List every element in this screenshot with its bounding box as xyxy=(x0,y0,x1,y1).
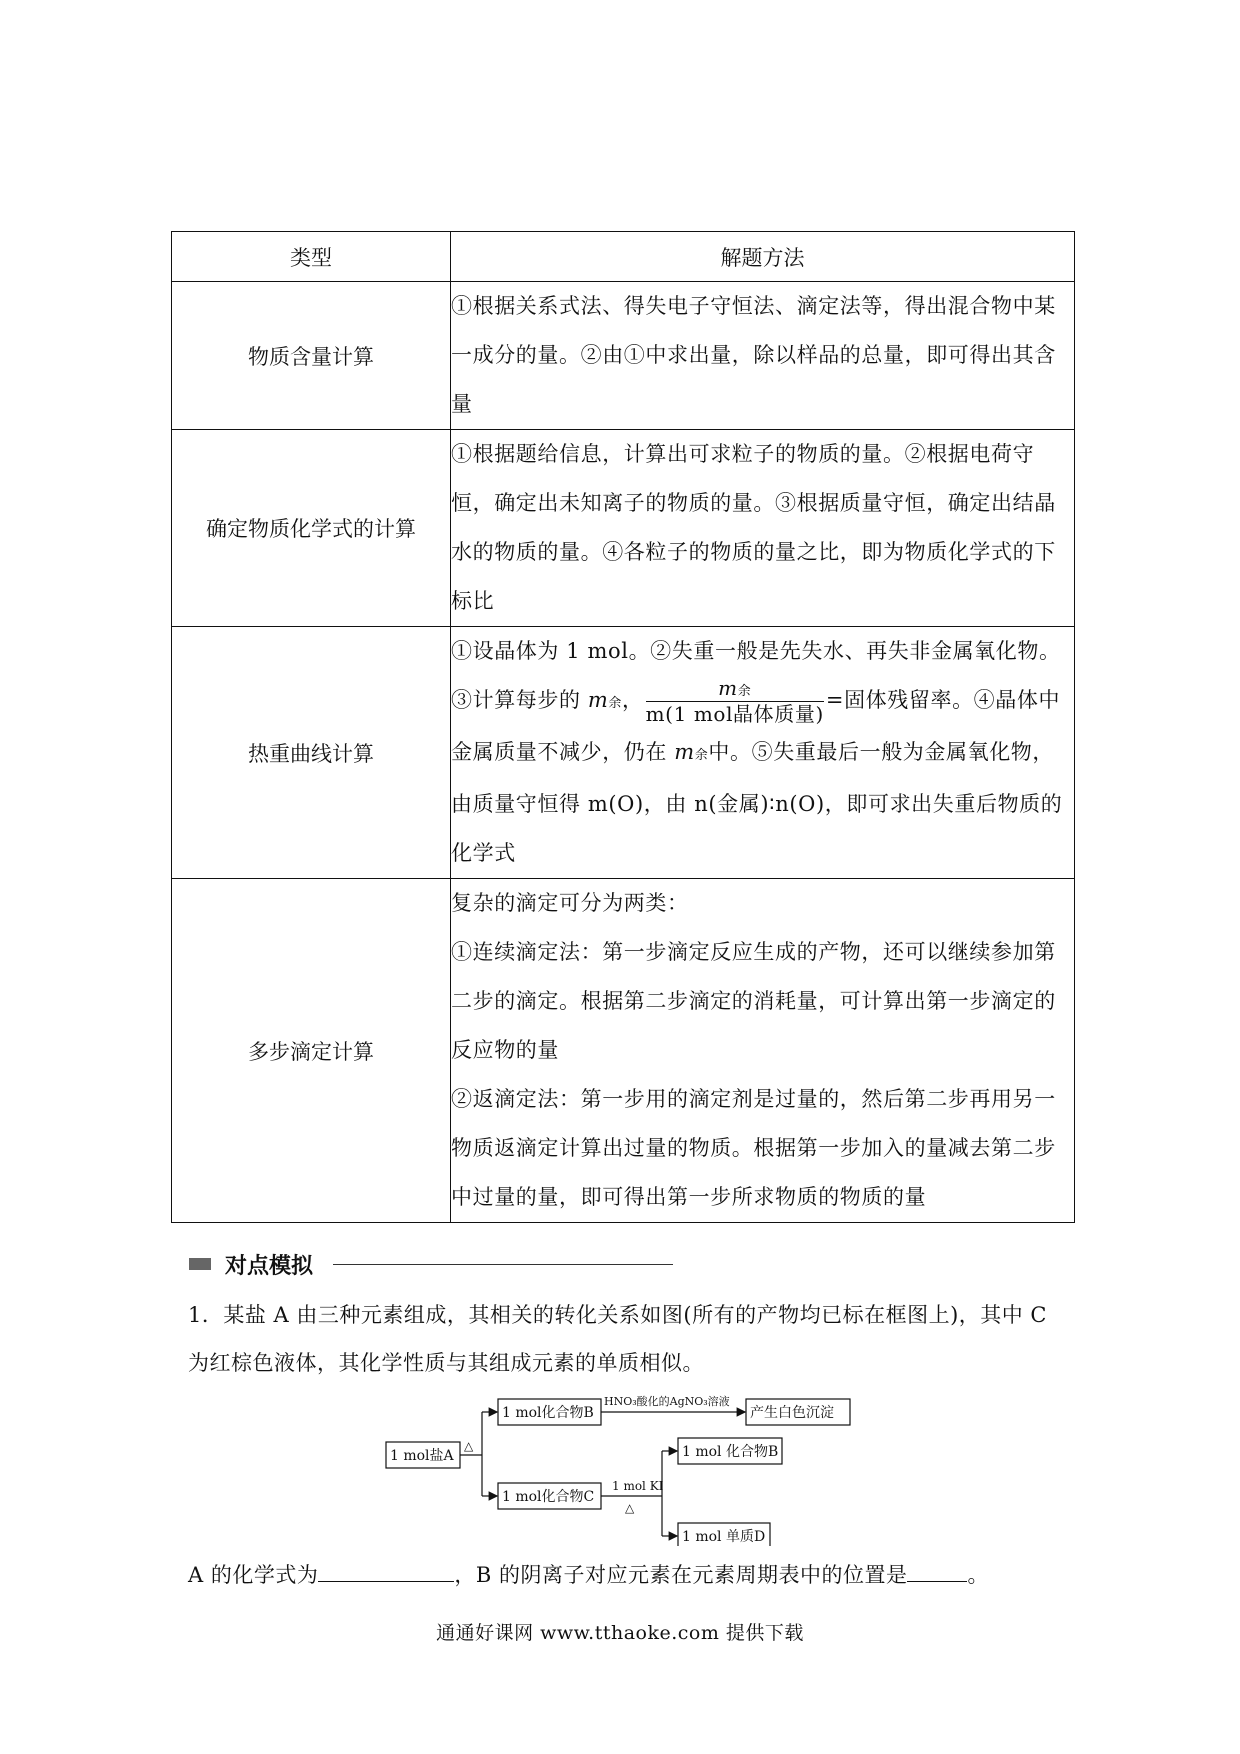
row-type: 多步滴定计算 xyxy=(172,879,451,1223)
heat-symbol: △ xyxy=(625,1501,635,1515)
method-paragraph: ①根据关系式法、得失电子守恒法、滴定法等，得出混合物中某一成分的量。②由①中求出量，除以样品的总量，即可得出其含量 xyxy=(451,294,1056,416)
table-header-row xyxy=(172,232,1075,282)
mass-symbol: m xyxy=(587,688,609,712)
method-paragraph xyxy=(451,676,1074,878)
answer-text: 。 xyxy=(967,1563,989,1587)
text-segment: 中。⑤失重最后一般为金属氧化物，由质量守恒得 m(O)，由 n(金属)∶n(O)，即可求出失重后物质的化学式 xyxy=(451,740,1063,865)
section-rule xyxy=(333,1264,673,1265)
conversion-diagram xyxy=(380,1386,860,1546)
row-method xyxy=(451,879,1075,1223)
product-d-label: 1 mol 单质D xyxy=(682,1529,766,1545)
ki-label: 1 mol KI xyxy=(612,1479,664,1493)
answer-blank[interactable] xyxy=(318,1557,454,1582)
precipitate-label: 产生白色沉淀 xyxy=(750,1405,834,1421)
compound-b-label: 1 mol化合物B xyxy=(502,1405,594,1421)
row-method xyxy=(451,627,1075,879)
mass-symbol: m xyxy=(718,676,738,700)
fraction-numerator xyxy=(646,677,824,702)
table-row xyxy=(172,282,1075,430)
row-method xyxy=(451,282,1075,430)
mass-subscript: 余 xyxy=(737,684,752,699)
question-text: 1．某盐 A 由三种元素组成，其相关的转化关系如图(所有的产物均已标在框图上)，其中 C 为红棕色液体，其化学性质与其组成元素的单质相似。 xyxy=(188,1303,1048,1375)
table-row xyxy=(172,430,1075,627)
row-type: 确定物质化学式的计算 xyxy=(172,430,451,627)
mass-symbol: m xyxy=(674,740,695,764)
method-paragraph: ②返滴定法：第一步用的滴定剂是过量的，然后第二步再用另一物质返滴定计算出过量的物质。根据第一步加入的量减去第二步中过量的量，即可得出第一步所求物质的物质的量 xyxy=(451,1087,1056,1209)
method-paragraph: ①根据题给信息，计算出可求粒子的物质的量。②根据电荷守恒，确定出未知离子的物质的量。③根据质量守恒，确定出结晶水的物质的量。④各粒子的物质的量之比，即为物质化学式的下标比 xyxy=(451,442,1056,613)
comma: ， xyxy=(622,688,644,712)
section-heading xyxy=(189,1249,673,1279)
method-paragraph: ①设晶体为 1 mol。②失重一般是先失水、再失非金属氧化物。 xyxy=(451,639,1061,663)
header-method: 解题方法 xyxy=(451,232,1075,282)
answer-line xyxy=(188,1555,989,1595)
row-type: 物质含量计算 xyxy=(172,282,451,430)
method-table xyxy=(171,231,1075,1223)
heat-symbol: △ xyxy=(464,1439,474,1453)
row-method xyxy=(451,430,1075,627)
fraction-denominator: m(1 mol晶体质量) xyxy=(645,702,824,726)
reagent-label: HNO₃酸化的AgNO₃溶液 xyxy=(604,1395,730,1408)
text-segment: ③计算每步的 xyxy=(451,688,588,712)
salt-a-label: 1 mol盐A xyxy=(390,1448,454,1464)
method-paragraph: ①连续滴定法：第一步滴定反应生成的产物，还可以继续参加第二步的滴定。根据第二步滴定的消耗量，可计算出第一步滴定的反应物的量 xyxy=(451,940,1056,1062)
section-title: 对点模拟 xyxy=(225,1253,314,1279)
mass-subscript: 余 xyxy=(608,696,622,711)
table-row xyxy=(172,879,1075,1223)
answer-blank[interactable] xyxy=(907,1557,967,1582)
answer-text: A 的化学式为 xyxy=(188,1563,319,1587)
table-row xyxy=(172,627,1075,879)
footer-text: 通通好课网 www.tthaoke.com 提供下载 xyxy=(436,1622,804,1644)
product-b-label: 1 mol 化合物B xyxy=(682,1444,779,1460)
section-marker xyxy=(189,1258,211,1270)
answer-text: ，B 的阴离子对应元素在元素周期表中的位置是 xyxy=(454,1563,908,1587)
header-type: 类型 xyxy=(172,232,451,282)
row-type: 热重曲线计算 xyxy=(172,627,451,879)
text-segment: =固体残留率。④晶体中金属质量不减少，仍在 xyxy=(451,688,1061,764)
method-paragraph: 复杂的滴定可分为两类： xyxy=(451,891,689,915)
mass-subscript: 余 xyxy=(694,748,709,763)
residue-fraction xyxy=(646,677,824,726)
compound-c-label: 1 mol化合物C xyxy=(502,1489,595,1505)
